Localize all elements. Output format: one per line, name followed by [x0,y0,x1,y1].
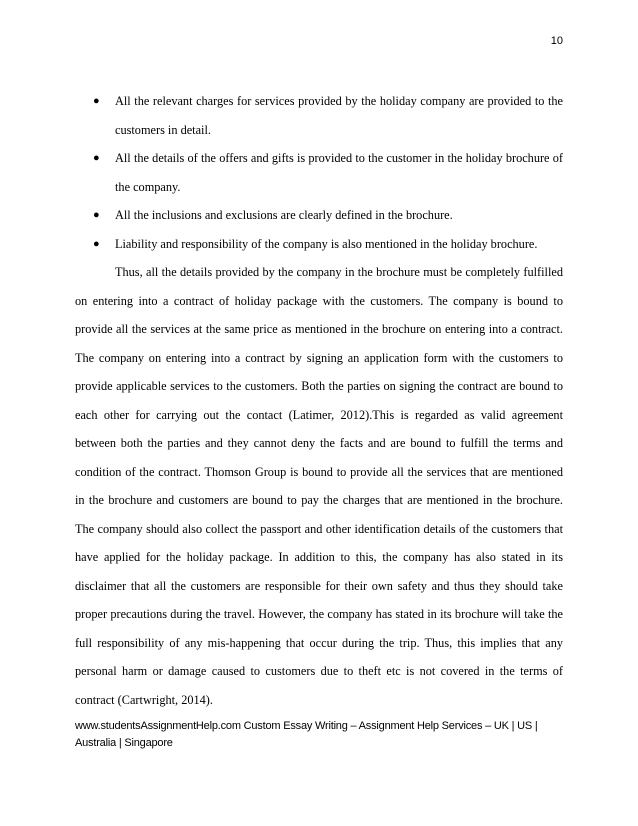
list-item-text: All the relevant charges for services provided by the holiday company are provided to the customers in detail. [115,94,563,137]
body-paragraph: Thus, all the details provided by the company in the brochure must be completely fulfilled on entering into a contract of holiday package with the customers. The company is bound to provide all the services at the same price as mentioned in the brochure on entering into a contract. The company on entering into a contract by signing an application form with the customers to provide applicable services to the customers. Both the parties on signing the contract are bound to each other for carrying out the contact (Latimer, 2012).This is regarded as valid agreement between both the parties and they cannot deny the facts and are bound to fulfill the terms and condition of the contract. Thomson Group is bound to provide all the services that are mentioned in the brochure and customers are bound to pay the charges that are mentioned in the brochure. The company should also collect the passport and other identification details of the customers that have applied for the holiday package. In addition to this, the company has also stated in its disclaimer that all the customers are responsible for their own safety and thus they should take proper precautions during the travel. However, the company has stated in its brochure will take the full responsibility of any mis-happening that occur during the trip. Thus, this implies that any personal harm or damage caused to customers due to theft etc is not covered in the terms of contract (Cartwright, 2014). [75,265,563,707]
bullet-icon: ● [93,209,100,221]
bullet-icon: ● [93,95,100,107]
list-item-text: All the inclusions and exclusions are clearly defined in the brochure. [115,208,453,222]
list-item [75,87,563,144]
list-item-text: All the details of the offers and gifts is provided to the customer in the holiday brochure of the company. [115,151,563,194]
list-item-text: Liability and responsibility of the company is also mentioned in the holiday brochure. [115,236,538,251]
page-footer: www.studentsAssignmentHelp.com Custom Essay Writing – Assignment Help Services – UK | US | Australia | Singapore [75,720,538,749]
bullet-icon: ● [93,237,100,250]
bullet-icon: ● [93,152,100,164]
list-item [75,144,563,201]
list-item [75,230,563,259]
bullet-list [75,87,563,258]
document-body [75,87,563,714]
page-number: 10 [550,35,563,47]
list-item [75,201,563,230]
